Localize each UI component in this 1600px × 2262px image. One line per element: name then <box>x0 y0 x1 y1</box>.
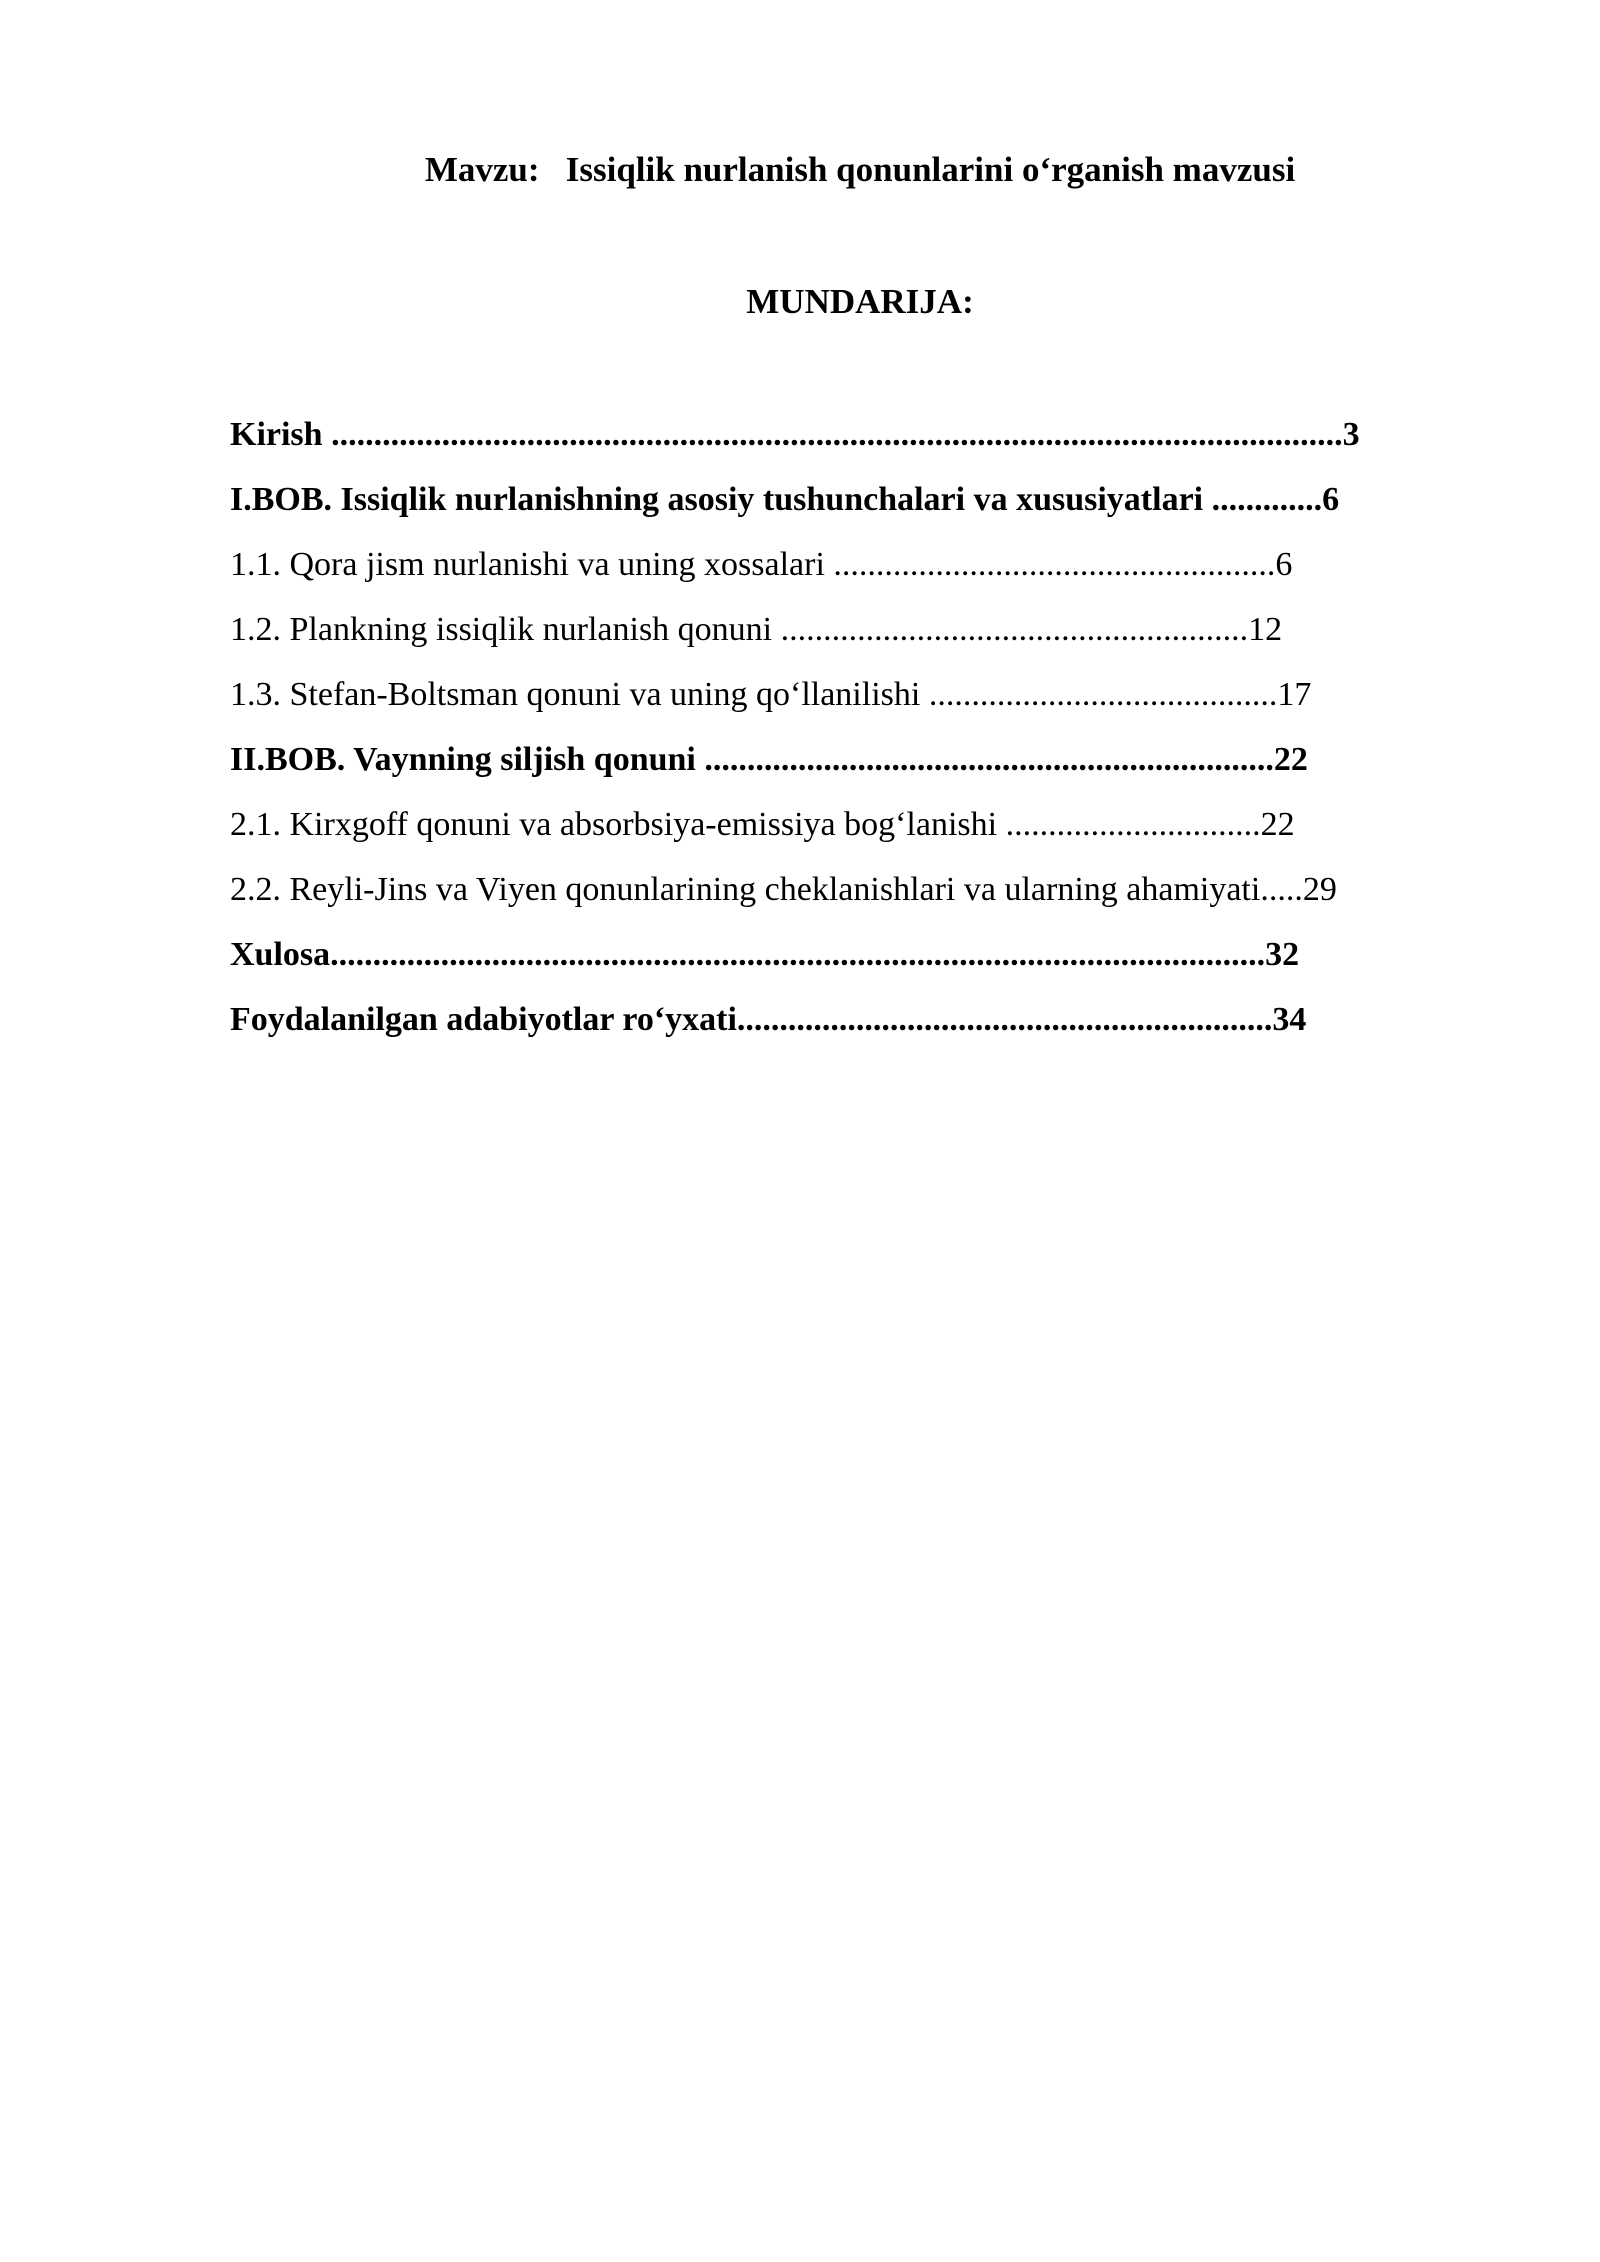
toc-entry-section-2-2: 2.2. Reyli-Jins va Viyen qonunlarining cheklanishlari va ularning ahamiyati.....29 <box>230 871 1337 908</box>
contents-heading: MUNDARIJA: <box>746 282 974 321</box>
toc-entry-section-1-1: 1.1. Qora jism nurlanishi va uning xossalari ....................................................6 <box>230 546 1293 583</box>
toc-entry-introduction: Kirish .......................................................................................................................3 <box>230 416 1360 453</box>
toc-entry-section-1-2: 1.2. Plankning issiqlik nurlanish qonuni .......................................................12 <box>230 611 1283 648</box>
toc-entry-chapter-2: II.BOB. Vaynning siljish qonuni ...................................................................22 <box>230 741 1308 778</box>
toc-entry-section-1-3: 1.3. Stefan-Boltsman qonuni va uning qo‘llanilishi .........................................17 <box>230 676 1312 713</box>
toc-entry-conclusion: Xulosa..............................................................................................................32 <box>230 936 1300 973</box>
table-of-contents <box>230 410 1360 1060</box>
document-title: Mavzu: Issiqlik nurlanish qonunlarini o‘rganish mavzusi <box>424 150 1296 189</box>
toc-entry-section-2-1: 2.1. Kirxgoff qonuni va absorbsiya-emissiya bog‘lanishi ..............................22 <box>230 806 1295 843</box>
toc-entry-references: Foydalanilgan adabiyotlar ro‘yxati...............................................................34 <box>230 1001 1307 1038</box>
toc-entry-chapter-1: I.BOB. Issiqlik nurlanishning asosiy tushunchalari va xususiyatlari .............6 <box>230 481 1340 518</box>
